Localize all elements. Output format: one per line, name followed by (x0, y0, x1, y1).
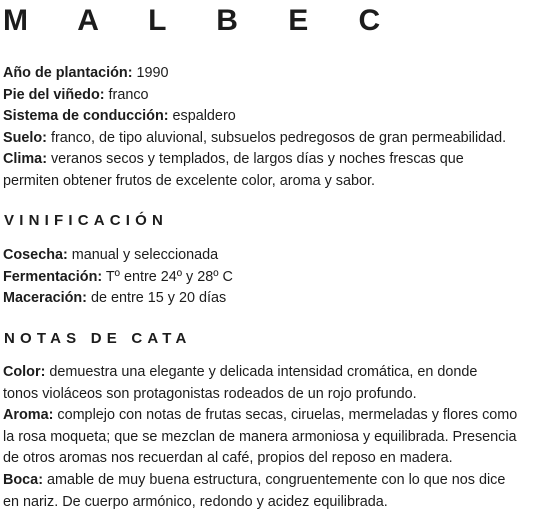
note-line-palate (3, 470, 551, 492)
note-label: Aroma: (3, 407, 54, 424)
note-line-color-cont (3, 384, 551, 406)
detail-label: Clima: (3, 151, 47, 168)
note-value: complejo con notas de frutas secas, ciruelas, mermeladas y flores como (53, 407, 518, 424)
detail-line-planting-year (3, 63, 551, 85)
detail-line-fermentation (3, 267, 551, 289)
detail-label: Pie del viñedo: (3, 86, 105, 103)
detail-label: Cosecha: (3, 247, 68, 263)
detail-line-climate (3, 149, 551, 171)
note-value: de otros aromas nos recuerdan al café, propios del reposo en madera. (3, 450, 453, 467)
detail-value: de entre 15 y 20 días (86, 290, 227, 307)
technical-details (3, 63, 551, 193)
detail-value: permiten obtener frutos de excelente color, aroma y sabor. (3, 172, 375, 189)
detail-label: Maceración: (3, 290, 87, 307)
detail-value: Tº entre 24º y 28º C (102, 268, 233, 285)
detail-line-soil (3, 128, 551, 150)
detail-label: Suelo: (3, 129, 47, 146)
note-value: la rosa moqueta; que se mezclan de manera armoniosa y equilibrada. Presencia (3, 428, 517, 445)
detail-line-maceration (3, 288, 551, 310)
detail-value: 1990 (132, 65, 169, 81)
section-heading-tasting-notes: NOTAS DE CATA (4, 330, 192, 347)
detail-line-training-system (3, 106, 551, 128)
detail-line-climate-cont (3, 171, 551, 193)
wine-title: M A L B E C (3, 4, 402, 37)
note-line-aroma (3, 405, 551, 427)
note-value: tonos violáceos son protagonistas rodeados de un rojo profundo. (3, 385, 417, 402)
detail-value: espaldero (168, 108, 236, 125)
section-heading-vinification: VINIFICACIÓN (4, 212, 169, 229)
note-line-palate-cont (3, 492, 551, 513)
tasting-notes (3, 362, 551, 513)
detail-value: veranos secos y templados, de largos días y noches frescas que (46, 151, 464, 168)
detail-label: Sistema de conducción: (3, 108, 169, 125)
detail-value: manual y seleccionada (67, 247, 219, 263)
detail-line-rootstock (3, 85, 551, 107)
note-line-aroma-cont-2 (3, 448, 551, 470)
note-line-color (3, 362, 551, 384)
detail-label: Año de plantación: (3, 65, 133, 81)
detail-label: Fermentación: (3, 268, 103, 285)
note-line-aroma-cont-1 (3, 427, 551, 449)
note-value: demuestra una elegante y delicada intensidad cromática, en donde (45, 364, 478, 380)
note-value: amable de muy buena estructura, congruentemente con lo que nos dice (42, 471, 506, 488)
detail-line-harvest (3, 245, 551, 267)
note-value: en nariz. De cuerpo armónico, redondo y acidez equilibrada. (3, 493, 388, 510)
note-label: Color: (3, 364, 46, 380)
detail-value: franco, de tipo aluvional, subsuelos pedregosos de gran permeabilidad. (46, 129, 507, 146)
detail-value: franco (104, 86, 149, 103)
vinification-details (3, 245, 551, 310)
note-label: Boca: (3, 471, 43, 488)
